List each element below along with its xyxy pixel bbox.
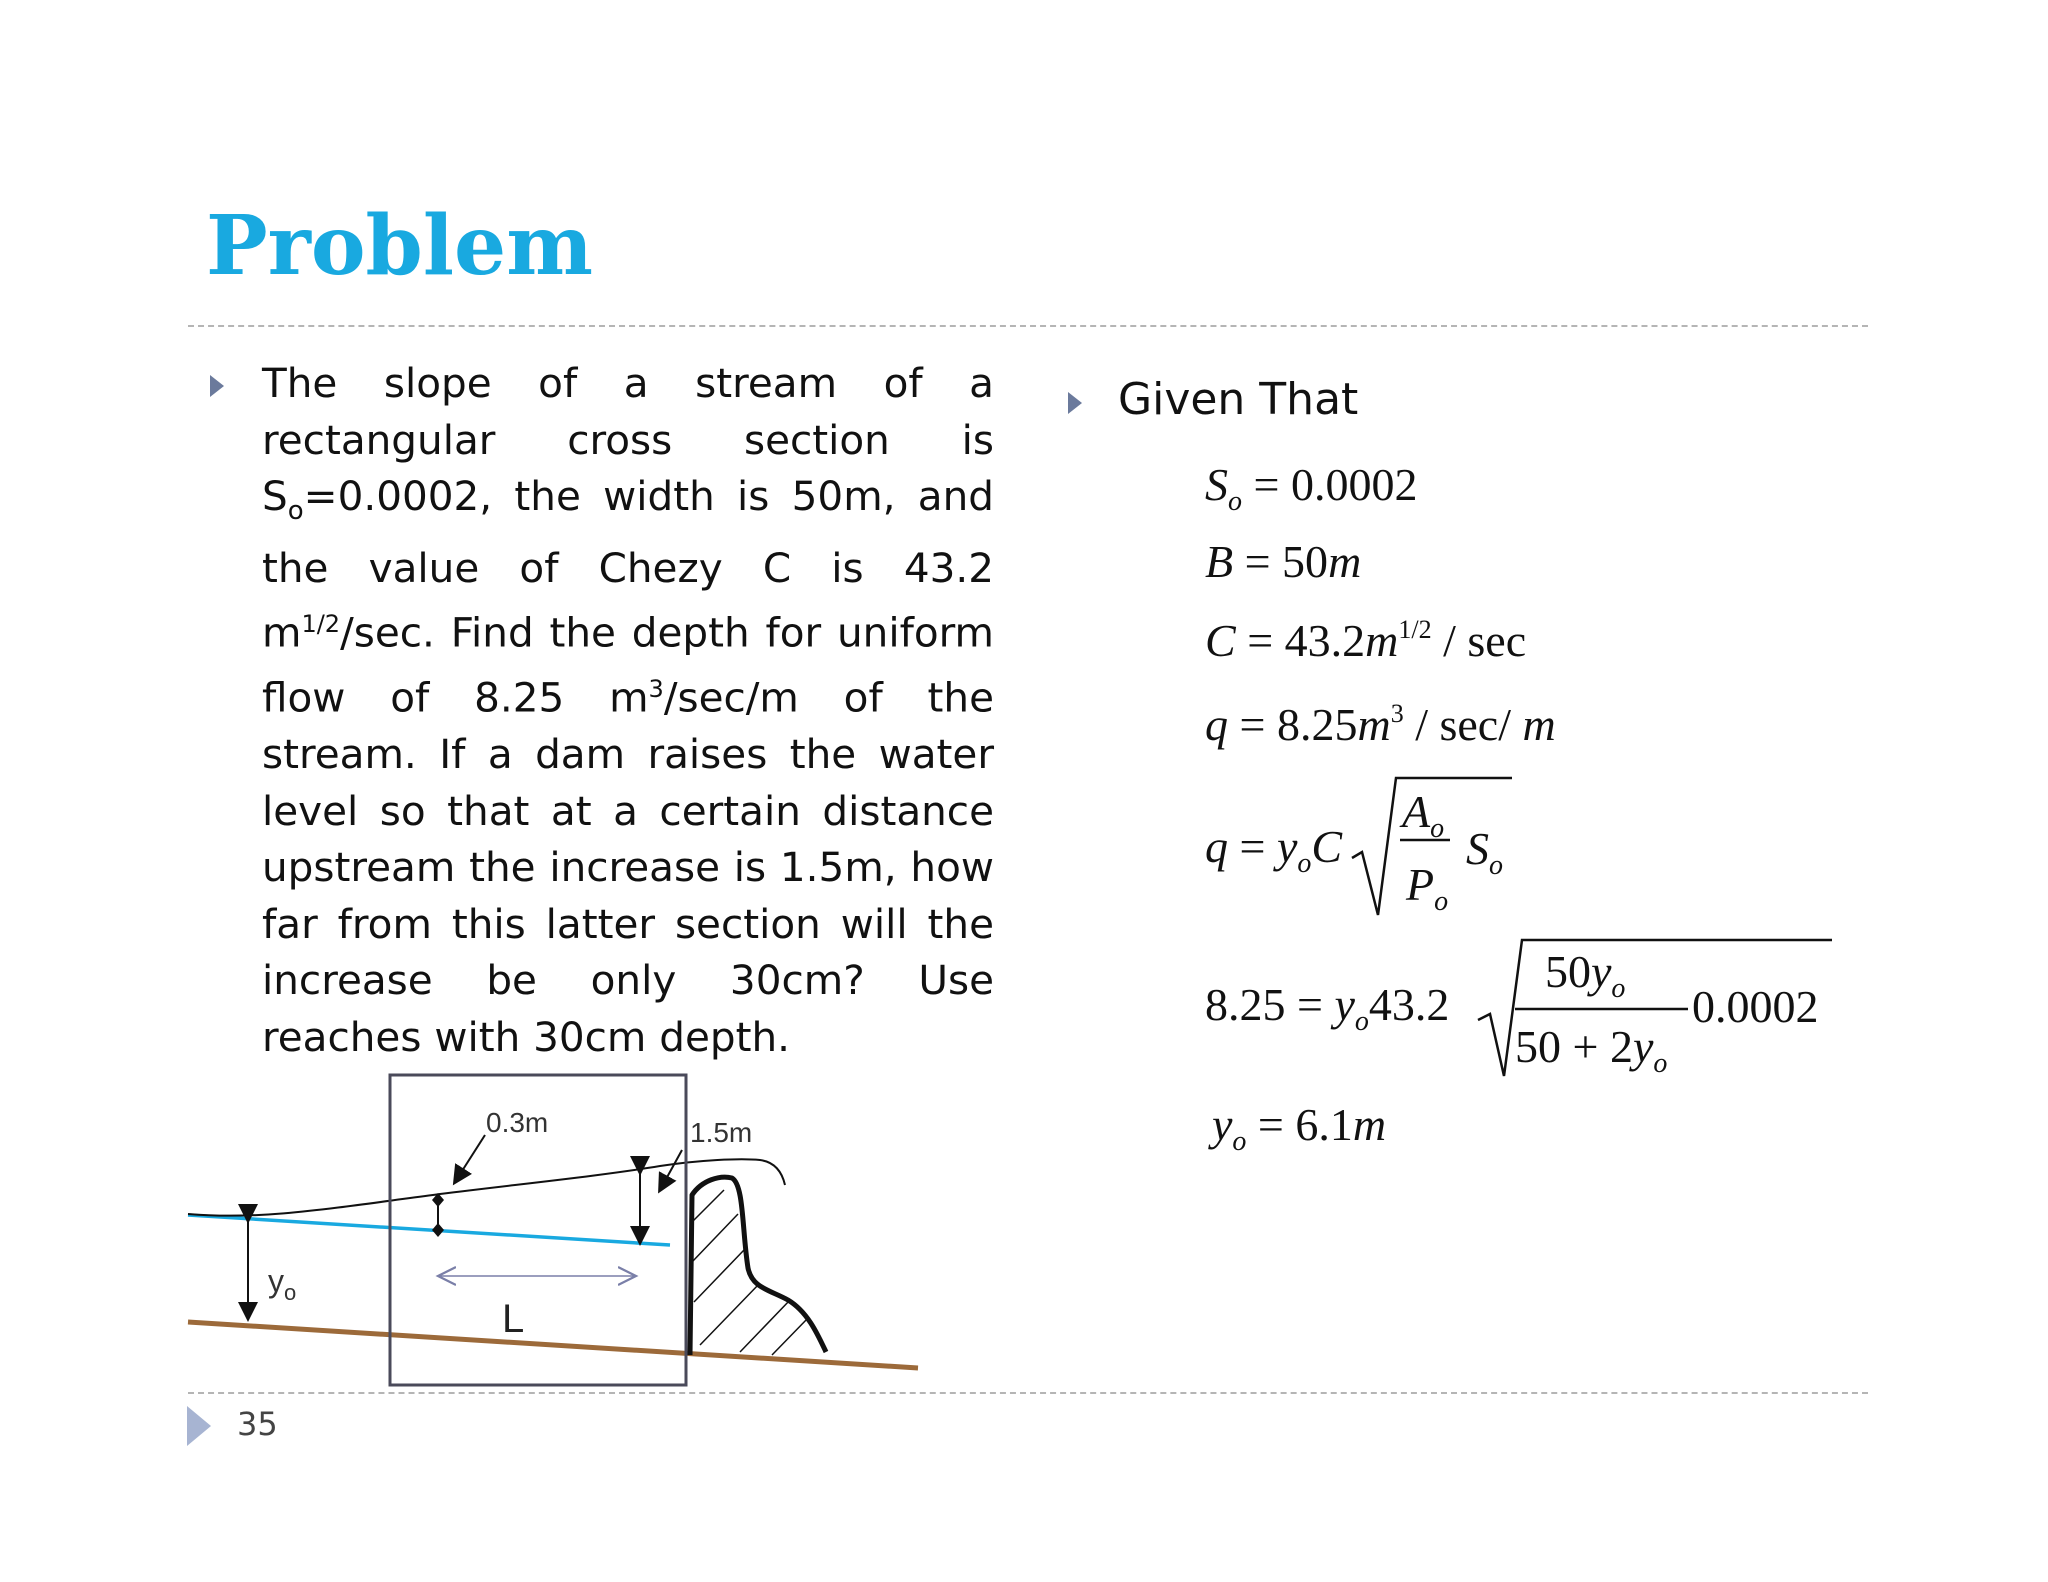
eq5-numerator: $A_o$ [1402, 786, 1445, 844]
page-number: 35 [237, 1405, 278, 1443]
page-marker-icon [187, 1406, 211, 1446]
equation-substituted: $8.25 = y_o43.2$ [1205, 979, 1450, 1037]
channel-bed [188, 1322, 918, 1368]
problem-statement: The slope of a stream of a rectangular cross section is $S_o=0.0002$, the width is 50m, and the value of Chezy C is 43.2 $m^{1/2}/\sec$. Find the depth for uniform flow of 8.25 $m^3/\sec/m$ of the stream. If a dam raises the water level so that at a certain distance upstream the increase is 1.5m, how far from this latter section will the increase be only 30cm? Use reaches with 30cm depth. [262, 359, 994, 1061]
bottom-divider [188, 1392, 1868, 1394]
equation-result: $y_o = 6.1m$ [1212, 1099, 1387, 1157]
eq6-numerator: $50y_o$ [1545, 946, 1626, 1004]
equation-slope: $S_o = 0.0002$ [1205, 459, 1418, 517]
equation-discharge: $q = 8.25m^3 / \sec/$ m [1205, 699, 1556, 750]
normal-depth-line [188, 1215, 670, 1245]
eq5-slope-term: $S_o$ [1466, 823, 1503, 881]
normal-depth-label: $y_o$ [268, 1263, 297, 1305]
page-title: Problem [206, 198, 593, 294]
subscript-o: o [287, 496, 304, 527]
equation-chezy: $C = 43.2m^{1/2} / \sec$ [1205, 615, 1527, 666]
equation-chezy-formula: $q = y_oC$ [1205, 821, 1343, 879]
depth-label-15: 1.5m [690, 1117, 753, 1148]
eq6-slope-value: 0.0002 [1692, 981, 1819, 1032]
reach-length-label: L [502, 1297, 525, 1341]
given-that-label: Given That [1118, 374, 1359, 425]
superscript-three: 3 [648, 675, 664, 704]
superscript-half: 1/2 [301, 610, 341, 639]
eq5-denominator: $P_o$ [1406, 859, 1449, 917]
eq6-denominator: $50 + 2y_o$ [1515, 1021, 1668, 1079]
depth-label-03: 0.3m [486, 1107, 549, 1138]
equation-width: B = 50m [1205, 536, 1362, 587]
